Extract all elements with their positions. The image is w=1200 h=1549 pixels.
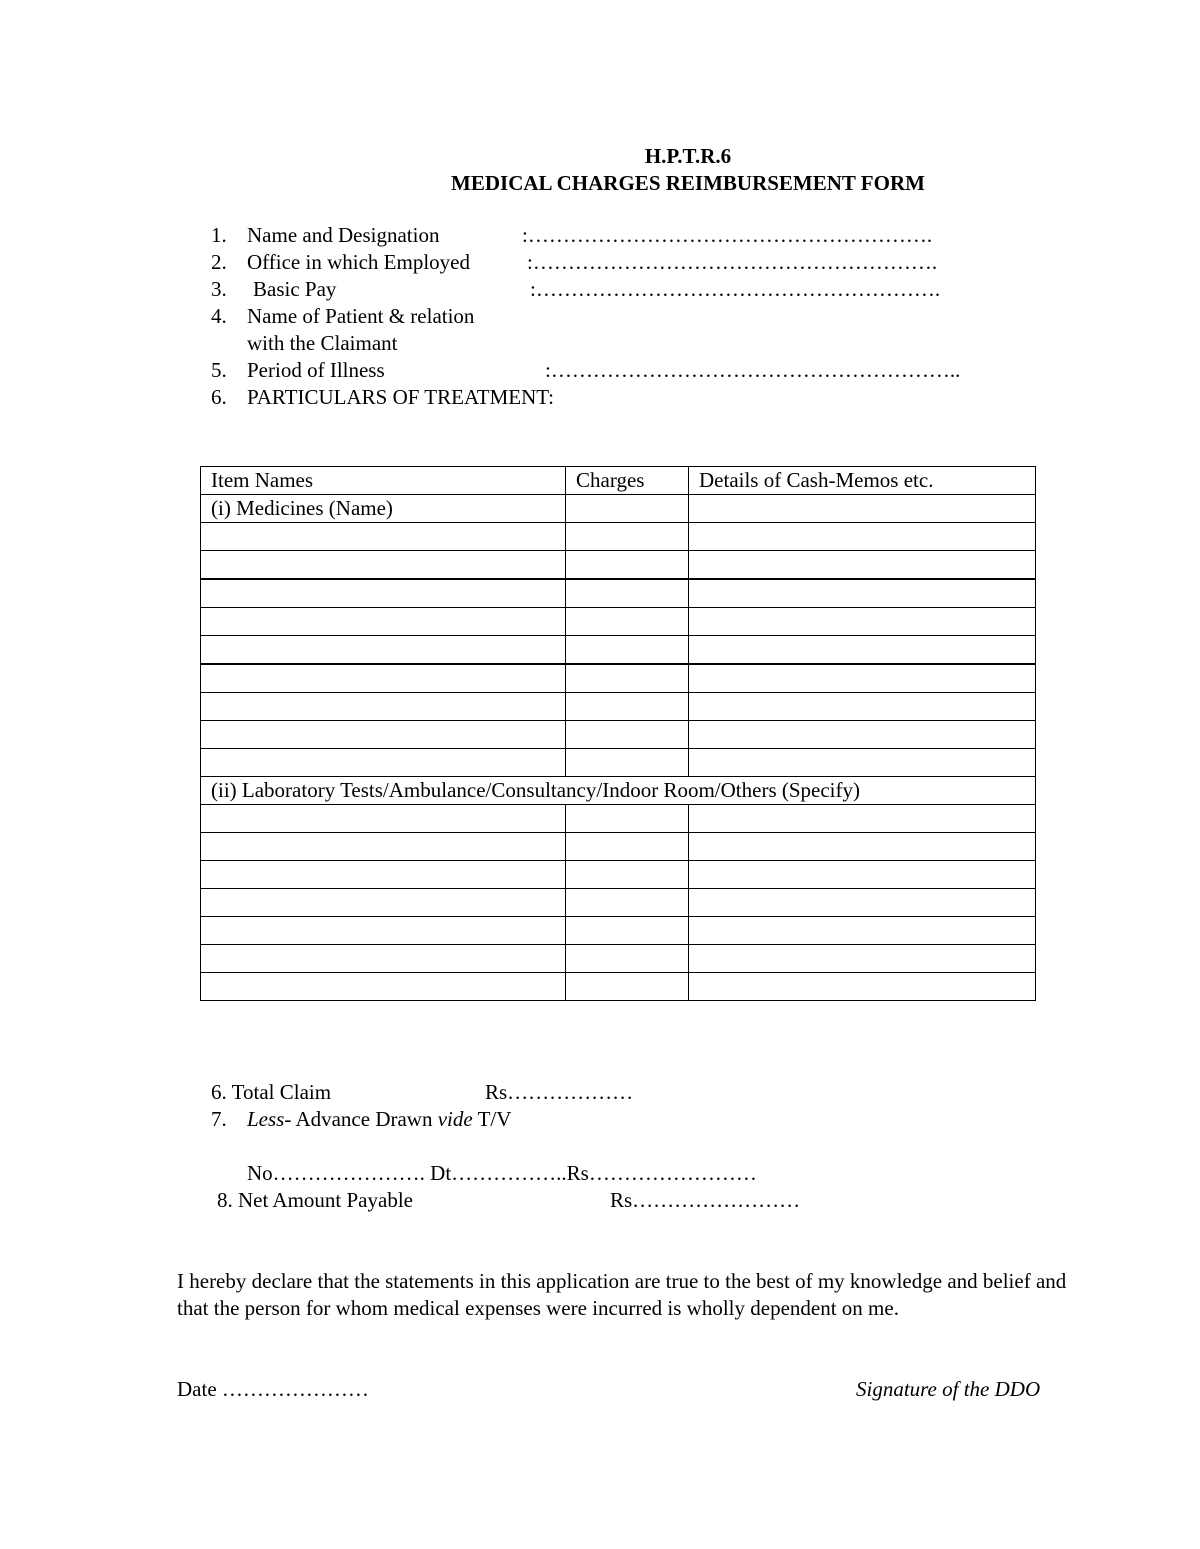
table-row xyxy=(201,523,1036,551)
advance-tail: T/V xyxy=(472,1107,512,1131)
section-lab-tests-label: (ii) Laboratory Tests/Ambulance/Consultancy/Indoor Room/Others (Specify) xyxy=(201,777,1036,805)
details-cell[interactable] xyxy=(689,721,1036,749)
table-row xyxy=(201,551,1036,580)
table-row xyxy=(201,805,1036,833)
treatment-table xyxy=(200,466,1036,1001)
advance-details-input[interactable]: No…………………. Dt……………..Rs…………………… xyxy=(247,1161,757,1185)
date-field[interactable]: Date ………………… xyxy=(177,1377,369,1401)
field-input-period-illness[interactable]: :………………………………………………….. xyxy=(545,358,961,382)
details-cell[interactable] xyxy=(689,551,1036,580)
field-label-patient: Name of Patient & relation xyxy=(247,304,475,328)
details-cell[interactable] xyxy=(689,636,1036,665)
declaration-line-1: I hereby declare that the statements in this application are true to the best of my knowledge and belief and xyxy=(177,1269,1067,1293)
item-cell[interactable] xyxy=(201,945,566,973)
advance-mid: - Advance Drawn xyxy=(284,1107,438,1131)
section-lab-tests-row xyxy=(201,777,1036,805)
form-code: H.P.T.R.6 xyxy=(644,144,732,168)
table-row xyxy=(201,749,1036,777)
details-cell[interactable] xyxy=(689,945,1036,973)
details-cell[interactable] xyxy=(689,579,1036,608)
total-claim-input[interactable]: Rs……………… xyxy=(485,1080,634,1104)
charges-cell[interactable] xyxy=(566,945,689,973)
section-medicines-label: (i) Medicines (Name) xyxy=(201,495,566,523)
charges-cell[interactable] xyxy=(566,973,689,1001)
item-cell[interactable] xyxy=(201,523,566,551)
details-cell[interactable] xyxy=(689,608,1036,636)
field-input-name-designation[interactable]: :…………………………………………………. xyxy=(522,223,933,247)
section-medicines-row xyxy=(201,495,1036,523)
table-row xyxy=(201,917,1036,945)
charges-cell[interactable] xyxy=(566,664,689,693)
form-title: MEDICAL CHARGES REIMBURSEMENT FORM xyxy=(451,171,925,195)
field-num-4: 4. xyxy=(211,304,227,328)
table-row xyxy=(201,973,1036,1001)
details-cell[interactable] xyxy=(689,861,1036,889)
charges-cell[interactable] xyxy=(566,833,689,861)
charges-cell[interactable] xyxy=(566,523,689,551)
table-row xyxy=(201,579,1036,608)
item-cell[interactable] xyxy=(201,664,566,693)
net-amount-label: 8. Net Amount Payable xyxy=(217,1188,413,1212)
table-header-row xyxy=(201,467,1036,495)
table-row xyxy=(201,636,1036,665)
details-cell[interactable] xyxy=(689,889,1036,917)
advance-less: Less xyxy=(247,1107,285,1131)
charges-cell[interactable] xyxy=(566,889,689,917)
item-cell[interactable] xyxy=(201,693,566,721)
item-cell[interactable] xyxy=(201,721,566,749)
details-cell[interactable] xyxy=(689,805,1036,833)
charges-cell[interactable] xyxy=(566,579,689,608)
field-num-3: 3. xyxy=(211,277,227,301)
table-row xyxy=(201,945,1036,973)
field-label-patient-relation: with the Claimant xyxy=(247,331,398,355)
table-row xyxy=(201,833,1036,861)
details-cell[interactable] xyxy=(689,693,1036,721)
table-row xyxy=(201,693,1036,721)
item-cell[interactable] xyxy=(201,833,566,861)
field-label-particulars: PARTICULARS OF TREATMENT: xyxy=(247,385,554,409)
header-item-names: Item Names xyxy=(201,467,566,495)
table-row xyxy=(201,721,1036,749)
charges-cell[interactable] xyxy=(566,636,689,665)
item-cell[interactable] xyxy=(201,889,566,917)
charges-cell[interactable] xyxy=(566,861,689,889)
field-input-office[interactable]: :…………………………………………………. xyxy=(527,250,938,274)
declaration-line-2: that the person for whom medical expenses were incurred is wholly dependent on me. xyxy=(177,1296,899,1320)
details-cell[interactable] xyxy=(689,917,1036,945)
field-label-office: Office in which Employed xyxy=(247,250,470,274)
field-num-5: 5. xyxy=(211,358,227,382)
item-cell[interactable] xyxy=(201,636,566,665)
table-row xyxy=(201,889,1036,917)
total-claim-label: 6. Total Claim xyxy=(211,1080,332,1104)
field-label-basic-pay: Basic Pay xyxy=(253,277,337,301)
charges-cell[interactable] xyxy=(566,608,689,636)
item-cell[interactable] xyxy=(201,551,566,580)
charges-cell[interactable] xyxy=(566,749,689,777)
field-label-period-illness: Period of Illness xyxy=(247,358,385,382)
charges-cell[interactable] xyxy=(566,721,689,749)
field-num-6: 6. xyxy=(211,385,227,409)
charges-cell[interactable] xyxy=(566,495,689,523)
table-row xyxy=(201,664,1036,693)
item-cell[interactable] xyxy=(201,861,566,889)
details-cell[interactable] xyxy=(689,664,1036,693)
details-cell[interactable] xyxy=(689,523,1036,551)
details-cell[interactable] xyxy=(689,495,1036,523)
item-cell[interactable] xyxy=(201,917,566,945)
ddo-signature: Signature of the DDO xyxy=(856,1377,1041,1401)
header-cash-memos: Details of Cash-Memos etc. xyxy=(689,467,1036,495)
header-charges: Charges xyxy=(566,467,689,495)
field-num-1: 1. xyxy=(211,223,227,247)
charges-cell[interactable] xyxy=(566,693,689,721)
advance-vide: vide xyxy=(437,1107,473,1131)
table-row xyxy=(201,861,1036,889)
field-label-name-designation: Name and Designation xyxy=(247,223,440,247)
details-cell[interactable] xyxy=(689,973,1036,1001)
item-cell[interactable] xyxy=(201,608,566,636)
advance-label xyxy=(247,1106,511,1133)
details-cell[interactable] xyxy=(689,749,1036,777)
field-num-2: 2. xyxy=(211,250,227,274)
net-amount-input[interactable]: Rs…………………… xyxy=(610,1188,801,1212)
charges-cell[interactable] xyxy=(566,805,689,833)
field-input-basic-pay[interactable]: :…………………………………………………. xyxy=(530,277,941,301)
table-row xyxy=(201,608,1036,636)
details-cell[interactable] xyxy=(689,833,1036,861)
item-cell[interactable] xyxy=(201,805,566,833)
charges-cell[interactable] xyxy=(566,551,689,580)
charges-cell[interactable] xyxy=(566,917,689,945)
item-cell[interactable] xyxy=(201,973,566,1001)
item-cell[interactable] xyxy=(201,749,566,777)
item-cell[interactable] xyxy=(201,579,566,608)
advance-num: 7. xyxy=(211,1107,227,1131)
